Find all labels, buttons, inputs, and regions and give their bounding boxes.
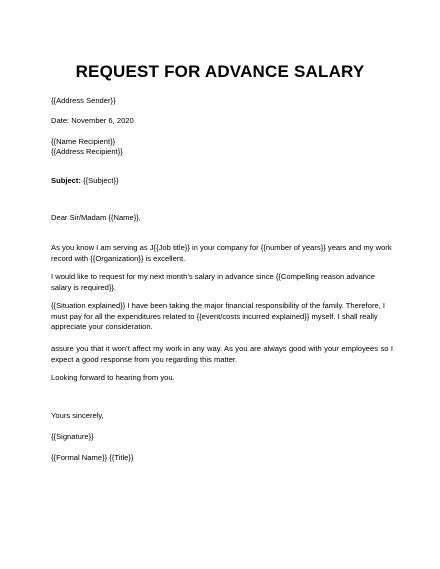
formal-name: {{Formal Name}} {{Title}} — [51, 453, 134, 462]
subject-line — [51, 176, 119, 186]
name-recipient: {{Name Recipient}} — [51, 137, 116, 146]
page-title: REQUEST FOR ADVANCE SALARY — [75, 62, 365, 81]
subject-value: {{Subject}} — [80, 176, 119, 185]
address-sender: {{Address Sender}} — [51, 96, 116, 105]
paragraph-5: Looking forward to hearing from you. — [51, 373, 175, 382]
subject-label: Subject: — [51, 176, 81, 185]
paragraph-3: {{Situation explained}} I have been taking the major financial responsibility of the family. Therefore, I must pay for all the expenditures related to {{event/costs incurred explained}} myself. I shall really appreciate your consideration. — [51, 301, 386, 332]
letter-date: Date: November 6, 2020 — [51, 116, 134, 125]
paragraph-4: assure you that it won’t affect my work in any way. As you are always good with your employees so I expect a good response from you regarding this matter. — [51, 344, 393, 364]
closing: Yours sincerely, — [51, 411, 104, 420]
paragraph-2: I would like to request for my next month’s salary in advance since {{Compelling reason advance salary is required}}. — [51, 272, 376, 292]
address-recipient: {{Address Recipient}} — [51, 147, 123, 156]
paragraph-1: As you know I am serving as J{{Job title}} in your company for {{number of years}} years and my work record with {{Organization}} is excellent. — [51, 243, 392, 263]
salutation: Dear Sir/Madam {{Name}}, — [51, 213, 141, 222]
signature: {{Signature}} — [51, 432, 94, 441]
